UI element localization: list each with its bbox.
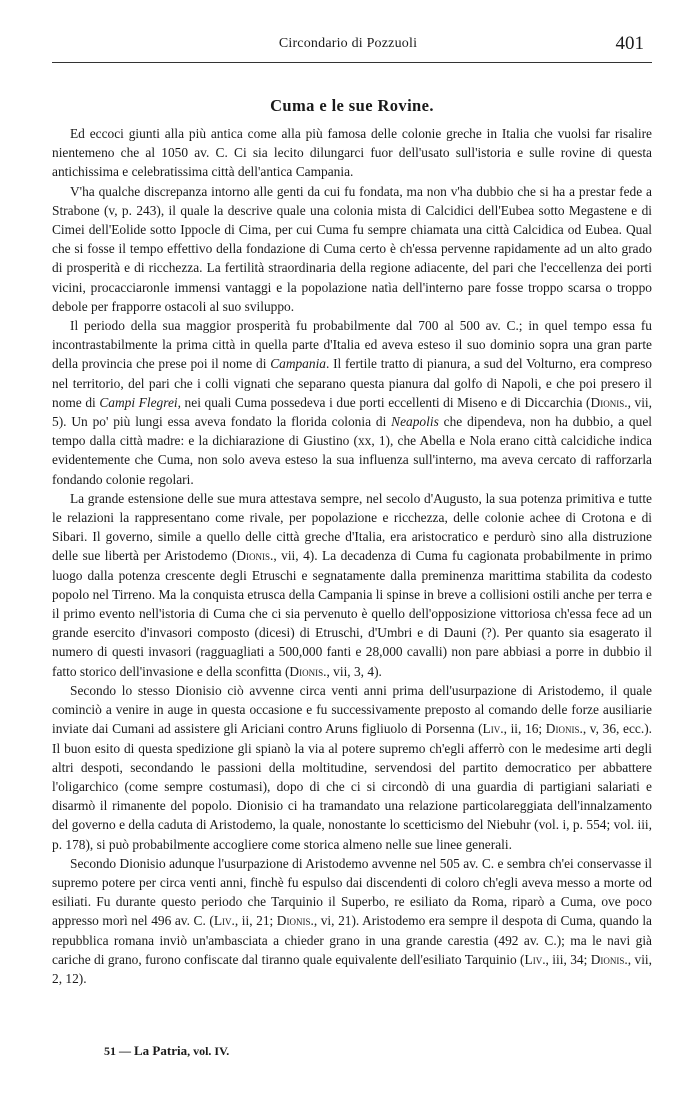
text-run: , nei quali Cuma possedeva i due porti eccellenti di Miseno e di Diccarchia ( — [177, 394, 591, 410]
text-run: , vii, 2, 12). — [52, 951, 652, 986]
section-title: Cuma e le sue Rovine. — [270, 96, 434, 115]
text-run: , vi, 21). Aristodemo era sempre il despota di Cuma, quando la repubblica romana inviò un'ambasciata a chieder grano in una grande carestia (492 av. C.); ma le navi già cariche di grano, furono confiscate dal tiranno quale equivalente dell'esiliato Tarquinio ( — [52, 913, 653, 967]
signature-dash: — — [119, 1044, 131, 1058]
text-run: che dipendeva, non ha dubbio, a quel tempo dalla città madre: e la dichiarazione di Giustino (xx, 1), che Abella e Nola erano città calcidiche indica evidentemente che Cuma, non solo aveva esteso la sua influenza sull'interno, ma aveva cercato di rafforzarla fondando colonie regolari. — [52, 414, 652, 487]
text-run: , vii, 3, 4). — [326, 663, 382, 679]
magazine-title: La Patria — [134, 1043, 188, 1058]
paragraph-2: V'ha qualche discrepanza intorno alle genti da cui fu fondata, ma non v'ha dubbio che si ha a prestar fede a Strabone (v, p. 243), il quale la descrive quale una colonia mista di Calcidici dell'Eubea sotto Megastene e di Cimei dell'Eolide sotto Ippocle di Cima, per cui Cuma fu sempre chiamata una città Calcidica od Eubea. Qual che si fosse il tempo effettivo della fondazione di Cuma certo è ch'essa pervenne rapidamente ad un alto grado di prosperità e di ricchezza. La fertilità straordinaria della regione adiacente, del pari che l'eccellenza dei porti vicini, procacciaronle immensi vantaggi e la popolazione natìa dell'interno pare fosse troppo scarsa o troppo debole per frapporre ostacoli al suo sviluppo. — [52, 183, 652, 314]
text-run: Secondo Dionisio adunque l'usurpazione di Aristodemo avvenne nel 505 av. C. e sembra ch'ei conservasse il supremo potere per circa venti anni, finchè fu espulso dai discendenti di coloro ch'egli aveva messo a morte od esiliati. Fu durante questo periodo che Tarquinio il Superbo, re esiliato da Roma, riparò a Cuma, ove poco appresso morì nel 496 av. C. ( — [52, 855, 652, 929]
text-run: Secondo lo stesso Dionisio ciò avvenne circa venti anni prima dell'usurpazione di Aristodemo, il quale cominciò a venire in auge in questa occasione e fu successivamente preposto al comando delle forze ausiliarie inviate dai Cumani ad assistere gli Ariciani contro Aruns figliuolo di Porsenna ( — [52, 682, 652, 737]
paragraph-5 — [52, 681, 652, 854]
text-run: , vii, 4). La decadenza di Cuma fu cagionata probabilmente in primo luogo dalla potenza crescente degli Etruschi e segnatamente dalla preminenza marittima stabilita da codesto popolo nel Tirreno. Ma la conquista etrusca della Campania li spinse in breve a collisioni ostili anche per terra e il primo evento nell'istoria di Cuma che ci sia pervenuto è quello dell'opposizione vittoriosa ch'essa fece ad un grande esercito d'invasori composto (dicesi) di Etruschi, d'Umbri e di Dauni (?). Per quanto sia esagerato il numero di questi invasori (ragguagliati a 500,000 fanti e 28,000 cavalli) non pare abbiasi a porre in dubbio il fatto storico dell'invasione e della sconfitta ( — [52, 548, 652, 679]
text-run: , vii, 5). Un po' più lungi essa aveva fondato la florida colonia di — [52, 394, 652, 430]
text-run: , v, 36, ecc.). Il buon esito di questa spedizione gli spianò la via al potere supremo ch'egli afferrò con le medesime arti degli altri despoti, secondando le passioni della moltitudine, servendosi del partito democratico per abbattere l'oligarchico (come sempre costumasi), dopo di che ci si circondò di una guardia di partigiani salariati e disarmò il rimanente del popolo. Dionisio ci ha tramandato una relazione particolareggiata dell'innalzamento del governo e della caduta di Aristodemo, la quale, nonostante lo scetticismo del Niebuhr (vol. i, p. 554; vol. iii, p. 178), si può probabilmente accogliere come storica almeno nelle sue linee generali. — [52, 721, 653, 852]
text-run: La grande estensione delle sue mura attestava sempre, nel secolo d'Augusto, la sua potenza primitiva e tutte le relazioni la rappresentano come rivale, per popolazione e ricchezza, delle colonie achee di Crotona e di Sibari. Il governo, simile a quello delle città greche d'Italia, era aristocratico e perdurò sino alla distruzione delle sue libertà per Aristodemo ( — [52, 490, 652, 564]
header-rule — [52, 62, 652, 63]
italic-term: Campi Flegrei — [99, 394, 178, 410]
citation-author: Liv. — [524, 951, 546, 967]
paragraph-3 — [52, 316, 652, 489]
signature-number: 51 — [104, 1044, 116, 1058]
citation-author: Dionis. — [276, 913, 314, 929]
italic-term: Campania — [270, 356, 326, 372]
paragraph-1: Ed eccoci giunti alla più antica come alla più famosa delle colonie greche in Italia che vuolsi far risalire nientemeno che al 1050 av. C. Ci sia lecito dilungarci fuor dell'usato sull'istoria e sulle rovine di questa antichissima e celebratissima città dell'antica Campania. — [52, 126, 652, 180]
volume-label: , vol. IV. — [187, 1044, 230, 1058]
paragraph-6 — [52, 854, 652, 988]
citation-author: Dionis. — [289, 663, 327, 679]
text-run: , ii, 21; — [234, 913, 277, 929]
page-number: 401 — [615, 33, 644, 54]
body-text — [52, 124, 652, 988]
text-run: Il periodo della sua maggior prosperità fu probabilmente dal 700 al 500 av. C.; in quel tempo essa fu incontrastabilmente la prima città in quella parte d'Italia ed aveva esteso il suo dominio sopra una gran parte della provincia che prese poi il nome di — [52, 318, 652, 372]
citation-author: Dionis. — [590, 951, 628, 967]
citation-author: Dionis. — [590, 394, 628, 410]
citation-author: Dionis. — [545, 721, 583, 737]
text-run: . Il fertile tratto di pianura, a sud del Volturno, era compreso nel territorio, del pari che i colli vignati che separano questa pianura dal golfo di Napoli, e che poi presero il nome di — [52, 356, 652, 410]
running-head: Circondario di Pozzuoli — [278, 36, 418, 51]
citation-author: Dionis. — [236, 548, 274, 564]
citation-author: Liv. — [482, 721, 504, 737]
text-run: , iii, 34; — [545, 951, 591, 967]
italic-term: Neapolis — [391, 414, 439, 430]
signature-footer — [104, 1043, 229, 1059]
page-header — [52, 33, 644, 58]
text-run: , ii, 16; — [503, 721, 546, 737]
paragraph-4 — [52, 489, 652, 681]
citation-author: Liv. — [213, 913, 235, 929]
